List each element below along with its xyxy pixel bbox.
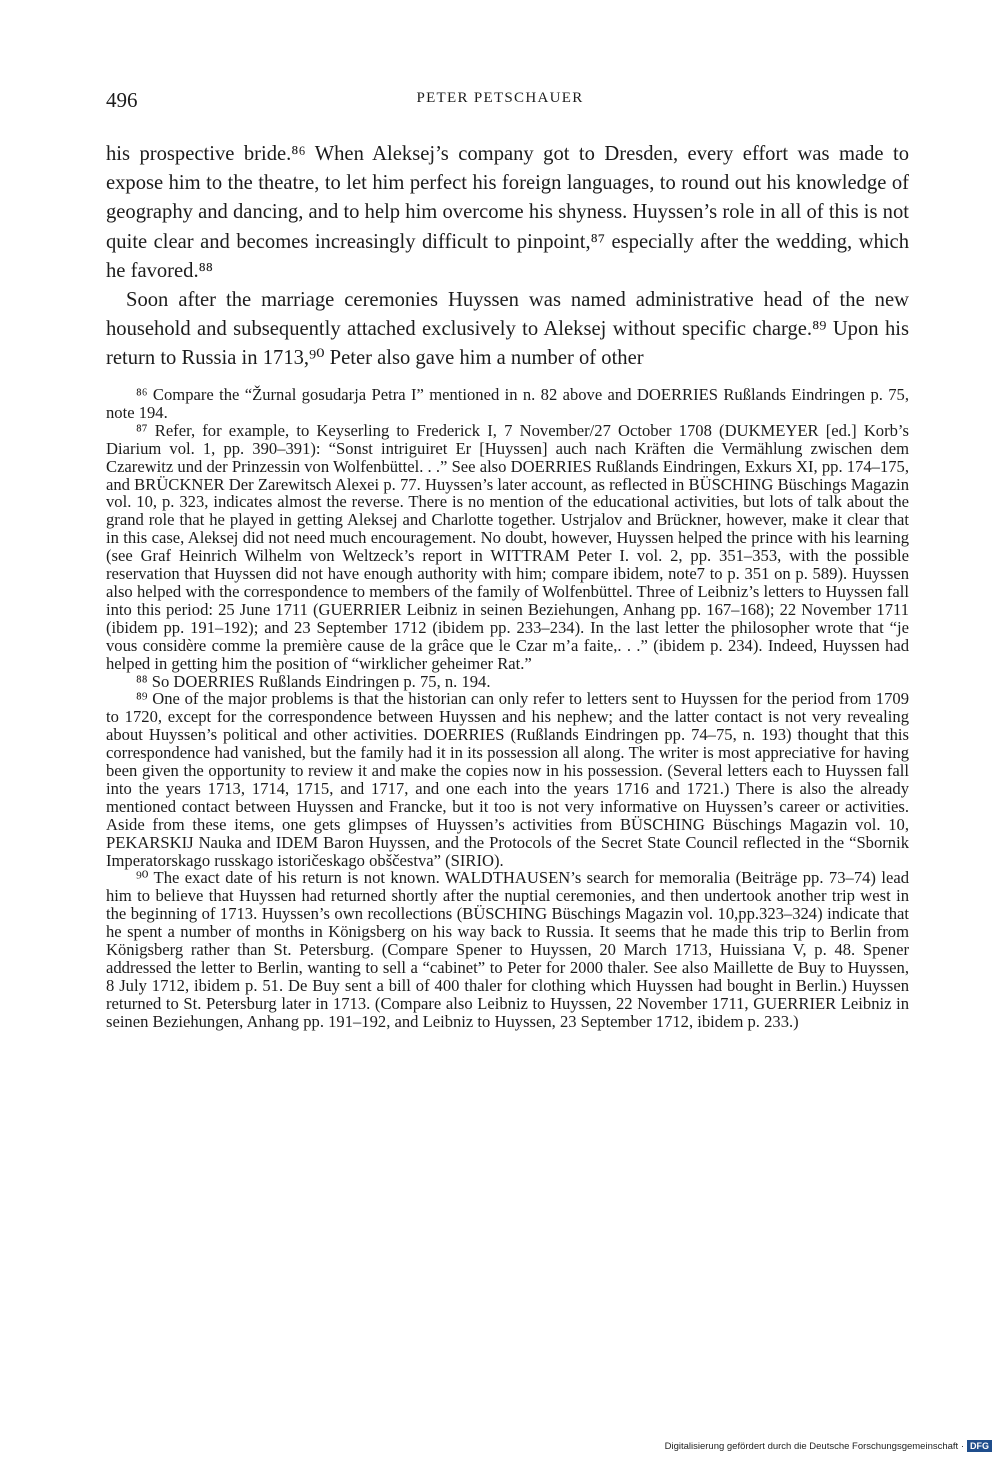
body-paragraph: Soon after the marriage ceremonies Huyssen was named administrative head of the new household and subsequently attached exclusively to Aleksej without specific charge.⁸⁹ Upon his return to Russia in 1713,⁹⁰ Peter also gave him a number of other bbox=[106, 289, 909, 370]
footnote-86: ⁸⁶ Compare the “Žurnal gosudarja Petra I” mentioned in n. 82 above and DOERRIES Rußlands Eindringen p. 75, note 194. bbox=[106, 385, 909, 422]
main-text bbox=[106, 140, 909, 374]
footnote-90: ⁹⁰ The exact date of his return is not known. WALDTHAUSEN’s search for memoralia (Beiträge pp. 73–74) lead him to believe that Huyssen had returned shortly after the nuptial ceremonies, and then undertook another trip west in the beginning of 1713. Huyssen’s own recollections (BÜSCHING Büschings Magazin vol. 10,pp.323–324) indicate that he spent a number of months in Königsberg on his way back to Russia. It seems that he made this trip to Berlin from Königsberg rather than St. Petersburg. (Compare Spener to Huyssen, 20 March 1713, Huissiana V, p. 48. Spener addressed the letter to Berlin, wanting to sell a “cabinet” to Peter for 2000 thaler. See also Maillette de Buy to Huyssen, 8 July 1712, ibidem p. 51. De Buy sent a bill of 400 thaler for clothing which Huyssen had bought in Berlin.) Huyssen returned to St. Petersburg later in 1713. (Compare also Leibniz to Huyssen, 22 November 1711, GUERRIER Leibniz in seinen Beziehungen, Anhang pp. 191–192, and Leibniz to Huyssen, 23 September 1712, ibidem p. 233.) bbox=[106, 868, 909, 1031]
running-head: PETER PETSCHAUER bbox=[416, 90, 584, 106]
page-number: 496 bbox=[106, 88, 138, 112]
footnotes bbox=[106, 386, 909, 1031]
body-paragraph: his prospective bride.⁸⁶ When Aleksej’s company got to Dresden, every effort was made to expose him to the theatre, to let him perfect his foreign languages, to round out his knowledge of geography and dancing, and to help him overcome his shyness. Huyssen’s role in all of this is not quite clear and becomes increasingly difficult to pinpoint,⁸⁷ especially after the wedding, which he favored.⁸⁸ bbox=[106, 143, 909, 282]
footnote-88: ⁸⁸ So DOERRIES Rußlands Eindringen p. 75, n. 194. bbox=[136, 671, 491, 691]
footnote-87: ⁸⁷ Refer, for example, to Keyserling to Frederick I, 7 November/27 October 1708 (DUKMEYER [ed.] Korb’s Diarium vol. 1, pp. 390–391): “Sonst intriguiret Er [Huyssen] auch nach Kräften die Vermählung zwischen dem Czarewitz und der Prinzessin von Wolfenbüttel. . .” See also DOERRIES Rußlands Eindringen, Exkurs XI, pp. 174–175, and BRÜCKNER Der Zarewitsch Alexei p. 77. Huyssen’s later account, as reflected in BÜSCHING Büschings Magazin vol. 10, p. 323, indicates almost the reverse. There is no mention of the educational activities, but lots of talk about the grand role that he played in getting Aleksej and Charlotte together. Ustrjalov and Brückner, however, make it clear that in this case, Aleksej did not need much encouragement. No doubt, however, Huyssen helped the prince with his learning (see Graf Heinrich Wilhelm von Weltzeck’s report in WITTRAM Peter I. vol. 2, pp. 351–353, with the possible reservation that Huyssen did not have enough authority with him; compare ibidem, note7 to p. 351 on p. 589). Huyssen also helped with the correspondence to members of the family of Wolfenbüttel. Three of Leibniz’s letters to Huyssen fall into this period: 25 June 1711 (GUERRIER Leibniz in seinen Beziehungen, Anhang pp. 167–168); 22 November 1711 (ibidem pp. 191–192); and 23 September 1712 (ibidem pp. 233–234). In the last letter the philosopher wrote that “je vous considère comme la première cause de la grâce que le Czar m’a faite,. . .” (ibidem p. 234). Indeed, Huyssen had helped in getting him the position of “wirklicher geheimer Rat.” bbox=[106, 420, 909, 673]
footer-text: Digitalisierung gefördert durch die Deutsche Forschungsgemeinschaft · bbox=[664, 1440, 964, 1452]
digitization-footer bbox=[665, 1440, 992, 1452]
dfg-logo: DFG bbox=[967, 1440, 992, 1452]
footnote-89: ⁸⁹ One of the major problems is that the historian can only refer to letters sent to Huyssen for the period from 1709 to 1720, except for the correspondence between Huyssen and his nephew; and the latter contact is not very revealing about Huyssen’s political and other activities. DOERRIES (Rußlands Eindringen pp. 74–75, n. 193) thought that this correspondence had vanished, but the family had it in its possession all along. The writer is most appreciative for having been given the opportunity to review it and make the copies now in his possession. (Several letters each to Huyssen fall into the years 1713, 1714, 1715, and 1717, and one each into the years 1716 and 1721.) There is also the already mentioned contact between Huyssen and Francke, but it too is not very informative on Huyssen’s career or activities. Aside from these items, one gets glimpses of Huyssen’s activities from BÜSCHING Büschings Magazin vol. 10, PEKARSKIJ Nauka and IDEM Baron Huyssen, and the Protocols of the Secret State Council reflected in the “Sbornik Imperatorskago russkago istoričeskago obščestva” (SIRIO). bbox=[106, 689, 909, 870]
